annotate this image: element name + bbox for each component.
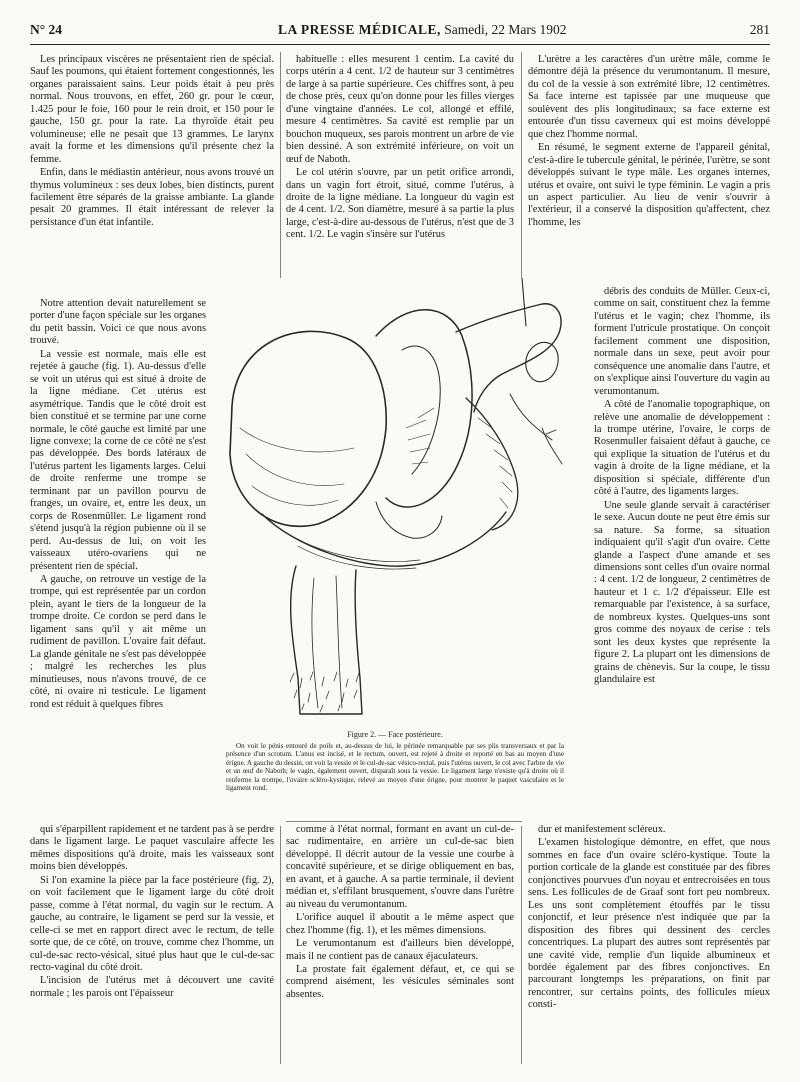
header-rule [30, 44, 770, 45]
paragraph: Une seule glande servait à caractériser le sexe. Aucun doute ne peut être émis sur sa nature. Sa forme, sa situation indiquaient qu'il s'agit d'un ovaire. Cette glande a l'aspect d'une amande et ses dimensions sont celles d'un ovaire normal : 4 cent. 1/2 de longueur, 2 centimètres de hauteur et 1 c. 1/2 d'épaisseur. Elle est remarquable par l'existence, à sa surface, de nombreux kystes. Quelques-uns sont gros comme des noyaux de cerise : tels sont les deux kystes que représente la figure 2. La plupart ont les dimensions de grains de chènevis. Sur la coupe, le tissu glandulaire est [594, 499, 770, 686]
col2-top [286, 54, 514, 242]
paragraph: En résumé, le segment externe de l'appareil génital, c'est-à-dire le tubercule génital, le périnée, l'urètre, se sont développés suivant le type mâle. Les organes internes, utérus et ovaire, ont suivi le type féminin. Le vagin a pris un aspect particulier. Au lieu de venir s'ouvrir à l'extérieur, il a conservé la disposition qu'affectent, chez l'homme, les [528, 142, 770, 228]
paragraph: dur et manifestement scléreux. [538, 824, 666, 835]
pen-ridge [312, 576, 342, 708]
paragraph: Si l'on examine la pièce par la face postérieure (fig. 2), on voit facilement que le ligament large du côté droit passe, comme à l'état normal, du vagin sur le rectum. A gauche, au contraire, le ligament se perd sur la vessie, et celle-ci se met en rapport direct avec le rectum, de telle sorte que, de ce côté, on trouve, comme chez l'homme, un cul-de-sac recto-vésical, situé plus haut que le cul-de-sac recto-vaginal du côté droit. [30, 874, 274, 973]
col1-bottom [30, 824, 274, 1000]
journal-title [278, 22, 567, 38]
column-rule [280, 826, 281, 1064]
bladder-mass [230, 331, 386, 526]
anatomical-figure [226, 278, 566, 728]
figure-rule [286, 821, 522, 822]
cervix-tree [406, 408, 434, 464]
col3-narrow [594, 286, 770, 687]
paragraph: La prostate fait également défaut, et, ce qui se comprend aisément, les vésicules séminales sont absentes. [286, 963, 514, 1000]
perineum-plis [282, 530, 420, 569]
col3-bottom [528, 824, 770, 1012]
paragraph: L'incision de l'utérus met à découvert une cavité normale ; les parois ont l'épaisseur [30, 975, 274, 999]
retractor-hook [522, 278, 526, 326]
paragraph: débris des conduits de Müller. Ceux-ci, comme on sait, constituent chez la femme l'utérus et le vagin; chez l'homme, ils forment l'utricule prostatique. On conçoit facilement comment une disposition, normale dans un sexe, peut avoir pour conséquence une anomalie dans l'autre, et on s'explique ainsi l'ouverture du vagin au verumontanum. [594, 286, 770, 397]
paragraph: L'examen histologique démontre, en effet, que nous sommes en face d'un ovaire scléro-kystique. Toute la portion corticale de la glande est constituée par des fibres conjonctives pourvues d'un noyau et entrecroisées en tous sens. Les follicules de de Graaf sont fort peu nombreux. Les uns sont complètement étouffés par le tissu conjonctif, et leur présence n'est indiquée que par la disposition des fibres qui dessinent des cercles concentriques. La plupart des autres sont représentés par une cavité vide, remplie d'un liquide albumineux et bordée également par des fibres conjonctives. En parcourant longtemps les préparations, on finit par rencontrer, sur certains points, des follicules mieux consti- [528, 837, 770, 1011]
journal-name: LA PRESSE MÉDICALE, [278, 22, 441, 37]
paragraph: Enfin, dans le médiastin antérieur, nous avons trouvé un thymus volumineux : ses deux lobes, bien distincts, purent facilement être séparés de la graisse ambiante. La glande pesait 20 grammes. Il était intéressant de relever la persistance d'un état infantile. [30, 167, 274, 228]
figure-title: Figure 2. — Face postérieure. [347, 730, 443, 739]
paragraph: habituelle : elles mesurent 1 centim. La cavité du corps utérin a 4 cent. 1/2 de hauteur sur 3 centimètres de large à sa partie supérieure. Ces chiffres sont, à peu de chose près, ceux qu'on donne pour les filles vierges d'une vingtaine d'années. Le col, allongé et effilé, mesure 4 centimètres. Sa cavité est remplie par un bouchon muqueux, ses parois montrent un arbre de vie bien dessiné. A son extrémité inférieure, on voit un œuf de Naboth. [286, 54, 514, 165]
pen-outline [291, 566, 362, 714]
issue-number: N° 24 [30, 22, 63, 37]
page-number: 281 [749, 22, 770, 37]
paragraph: Le verumontanum est d'ailleurs bien développé, mais il ne contient pas de canaux éjaculateurs. [286, 938, 514, 962]
bladder-hatching [240, 428, 354, 505]
paragraph: comme à l'état normal, formant en avant un cul-de-sac rudimentaire, en arrière un cul-de-sac bien développé. Il décrit autour de la vessie une courbe à concavité supérieure, et se dirige obliquement en bas, en avant, et à gauche. A sa partie terminale, il devient médian et, s'effilant brusquement, s'ouvre dans l'urètre au niveau du verumontanum. [286, 824, 514, 910]
running-header [30, 22, 770, 44]
uterus-cavity [402, 346, 440, 474]
paragraph: Le col utérin s'ouvre, par un petit orifice arrondi, dans un vagin fort étroit, situé, comme l'utérus, à droite de la ligne médiane. La longueur du vagin est de 4 cent. 1/2. Son diamètre, mesuré à sa partie la plus large, c'est-à-dire au-dessous de l'utérus, n'est que de 3 cent. 1/2. Le vagin s'insère sur l'utérus [286, 167, 514, 241]
figure-caption-text: On voit le pénis entouré de poils et, au-dessus de lui, le périnée remarquable par ses plis transversaux et par la présence d'un scrotum. L'anus est incisé, et le rectum, ouvert, est rejeté à droite et reporté en bas au moyen d'une érigne. A gauche du dessin, on voit la vessie et le cul-de-sac vésico-rectal, puis l'utérus ouvert, le col avec l'arbre de vie et un œuf de Naboth; le vagin, également ouvert, disparaît sous la vessie. Le ligament large n'existe qu'à droite où il renferme la trompe, l'ovaire scléro-kystique, relevé au moyen d'une érigne, pour montrer le paquet vasculaire et le ligament rond. [226, 741, 565, 792]
col1-narrow [30, 298, 206, 711]
paragraph: A côté de l'anomalie topographique, on relève une anomalie de développement : la trompe utérine, l'ovaire, le corps de Rosenmuller faisaient défaut à gauche, ce qui explique la situation de l'utérus et du vagin à droite de la ligne médiane, et la disposition si spéciale, différente d'un côté à l'autre, des ligaments larges. [594, 399, 770, 498]
issue-date: Samedi, 22 Mars 1902 [444, 22, 567, 37]
figure-caption [226, 731, 564, 793]
figure-ink [230, 278, 562, 714]
column-rule [280, 52, 281, 278]
rectum-section [466, 398, 518, 530]
column-rule [521, 826, 522, 1064]
paragraph: Les principaux viscères ne présentaient rien de spécial. Sauf les poumons, qui étaient fortement congestionnés, les organes paraissaient sains. Leur poids était à peu près normal. Nous trouvons, en effet, 260 gr. pour le cœur, 1.425 pour le foie, 160 pour le rein droit, et 150 pour le gauche, 150 gr. pour la rate. La thyroïde était peu volumineuse; elle ne pesait que 13 grammes. Le larynx avait la forme et les dimensions qu'il présente chez la femme. [30, 54, 274, 165]
paragraph: L'orifice auquel il aboutit a le même aspect que chez l'homme (fig. 1), et les mêmes dimensions. [286, 912, 514, 936]
col1-top [30, 54, 274, 229]
column-rule [521, 52, 522, 278]
ovary-cyst [526, 342, 558, 381]
col3-top [528, 54, 770, 229]
col2-bottom [286, 824, 514, 1001]
paragraph: L'urètre a les caractères d'un urètre mâle, comme le démontre déjà la présence du verumontanum. Il mesure, du col de la vessie à son extrémité libre, 12 centimètres. Sa face interne est tapissée par une muqueuse que soulèvent des plis longitudinaux; sa face externe est entourée d'un tissu caverneux qui est moins développé que chez l'homme normal. [528, 54, 770, 140]
paragraph: A gauche, on retrouve un vestige de la trompe, qui est représentée par un cordon plein, ayant le tiers de la longueur de la trompe droite. Ce cordon se perd dans le ligament sans qu'il y ait même un rudiment de pavillon. L'ovaire fait défaut. La glande génitale ne s'est pas développée ; malgré les recherches les plus minutieuses, nous n'avons trouvé, de ce côté, ni ovaire ni testicule. Le ligament rond est réduit à quelques fibres [30, 573, 206, 710]
paragraph: La vessie est normale, mais elle est rejetée à gauche (fig. 1). Au-dessus d'elle se voit un utérus qui est situé à droite de la ligne médiane. Cet utérus est asymétrique. Tandis que le côté droit est bien constitué et se termine par une corne normale, le côté gauche est limité par une ligne convexe; la corne de ce côté ne s'est pas développée. Des bords latéraux de l'utérus partent les ligaments larges. Celui de droite renferme une trompe se terminant par un pavillon pourvu de franges, un ovaire, et, entre les deux, un corps de Rosenmüller. Le ligament rond s'étend jusqu'à la région pubienne où il se perd. Au-dessus de lui, on voit les vaisseaux utéro-ovariens qui ne présentent rien de spécial. [30, 348, 206, 572]
uterus-body [376, 310, 472, 507]
paragraph: Notre attention devait naturellement se porter d'une façon spéciale sur les organes du petit bassin. Voici ce que nous avons trouvé. [30, 298, 206, 347]
hair-texture [290, 672, 359, 712]
vessel-branch [510, 394, 562, 464]
paragraph: qui s'éparpillent rapidement et ne tardent pas à se perdre dans le ligament large. Le paquet vasculaire affecte les mêmes dispositions qu'à droite, mais les vaisseaux sont moins bien développés. [30, 824, 274, 873]
